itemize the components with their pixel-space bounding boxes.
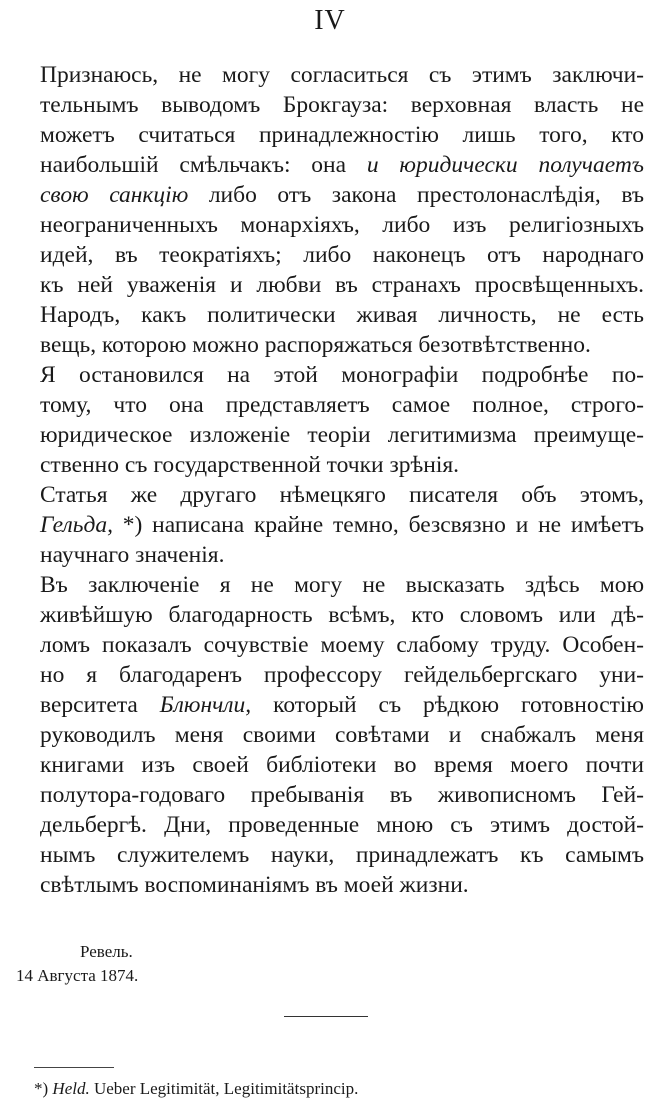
signoff-date: 14 Августа 1874. [16, 966, 139, 985]
text-line [40, 90, 644, 120]
text-line [40, 210, 644, 240]
text-run: ломъ показалъ сочувствіе моему слабому труду. Особен- [40, 632, 644, 658]
paragraph [40, 360, 644, 480]
italic-text-run: Блюнчли, [159, 692, 252, 718]
page-number: IV [314, 5, 346, 36]
footnote-rule [34, 1067, 114, 1068]
text-run: неограниченныхъ монархіяхъ, либо изъ религіозныхъ [40, 212, 644, 238]
text-run: живѣйшую благодарность всѣмъ, кто словомъ или дѣ- [40, 602, 644, 628]
text-line [40, 570, 644, 600]
footnote-text: Ueber Legitimität, Legitimitätsprincip. [93, 1079, 359, 1098]
text-run: Народъ, какъ политически живая личность, не есть [40, 302, 644, 328]
text-line [40, 240, 644, 270]
paragraph [40, 60, 644, 360]
text-line [40, 600, 644, 630]
text-run: научнаго значенія. [40, 542, 225, 568]
footnote-marker: *) [34, 1079, 49, 1098]
text-run: можетъ считаться принадлежностію лишь того, кто [40, 122, 644, 148]
text-run: идей, въ теократіяхъ; либо наконецъ отъ народнаго [40, 242, 644, 268]
text-line [40, 330, 644, 360]
text-line [40, 540, 644, 570]
text-run: который съ рѣдкою готовностію [251, 692, 644, 718]
text-run: свѣтлымъ воспоминаніямъ въ моей жизни. [40, 872, 469, 898]
signoff [16, 940, 138, 988]
text-run: Въ заключеніе я не могу не высказать здѣсь мою [40, 572, 644, 598]
italic-text-run: Гельда, [40, 512, 113, 538]
text-line [40, 780, 644, 810]
text-line [40, 810, 644, 840]
text-line [40, 390, 644, 420]
text-run: вещь, которою можно распоряжаться безотвѣтственно. [40, 332, 591, 358]
text-run: книгами изъ своей библіотеки во время моего почти [40, 752, 644, 778]
text-line [40, 840, 644, 870]
text-line [40, 120, 644, 150]
paragraph [40, 480, 644, 570]
signoff-place: Ревель. [80, 942, 133, 961]
text-line [40, 690, 644, 720]
text-run: Я остановился на этой монографіи подробнѣе по- [40, 362, 644, 388]
text-line [40, 360, 644, 390]
italic-text-run: и юридически получаетъ [366, 152, 644, 178]
text-run: къ ней уваженія и любви въ странахъ просвѣщенныхъ. [40, 272, 644, 298]
text-line [40, 180, 644, 210]
text-run: Статья же другаго нѣмецкяго писателя объ этомъ, [40, 482, 644, 508]
footnote [34, 1078, 358, 1100]
text-run: дельбергѣ. Дни, проведенные мною съ этимъ достой- [40, 812, 644, 838]
text-run: Признаюсь, не могу согласиться съ этимъ заключи- [40, 62, 644, 88]
text-run: верситета [40, 692, 160, 718]
text-run: либо отъ закона престолонаслѣдія, въ [188, 182, 644, 208]
section-rule [284, 1016, 368, 1017]
text-line [40, 270, 644, 300]
text-line [40, 420, 644, 450]
text-line [40, 720, 644, 750]
text-line [40, 870, 644, 900]
text-line [40, 480, 644, 510]
text-line [40, 450, 644, 480]
text-line [40, 630, 644, 660]
text-run: тому, что она представляетъ самое полное, строго- [40, 392, 644, 418]
text-line [40, 60, 644, 90]
text-run: *) написана крайне темно, безсвязно и не имѣетъ [112, 512, 644, 538]
text-line [40, 150, 644, 180]
text-line [40, 750, 644, 780]
text-run: юридическое изложеніе теоріи легитимизма преимуще- [40, 422, 644, 448]
text-run: ственно съ государственной точки зрѣнія. [40, 452, 460, 478]
footnote-author: Held. [52, 1079, 90, 1098]
text-run: тельнымъ выводомъ Брокгауза: верховная власть не [40, 92, 644, 118]
text-line [40, 300, 644, 330]
text-line [40, 510, 644, 540]
text-run: нымъ служителемъ науки, принадлежатъ къ самымъ [40, 842, 644, 868]
text-line [40, 660, 644, 690]
body-text [40, 60, 644, 900]
text-run: руководилъ меня своими совѣтами и снабжалъ меня [40, 722, 644, 748]
text-run: но я благодаренъ профессору гейдельбергскаго уни- [40, 662, 644, 688]
text-run: наибольшій смѣльчакъ: она [40, 152, 367, 178]
text-run: полутора-годоваго пребыванія въ живописномъ Гей- [40, 782, 644, 808]
italic-text-run: свою санкцію [40, 182, 189, 208]
paragraph [40, 570, 644, 900]
